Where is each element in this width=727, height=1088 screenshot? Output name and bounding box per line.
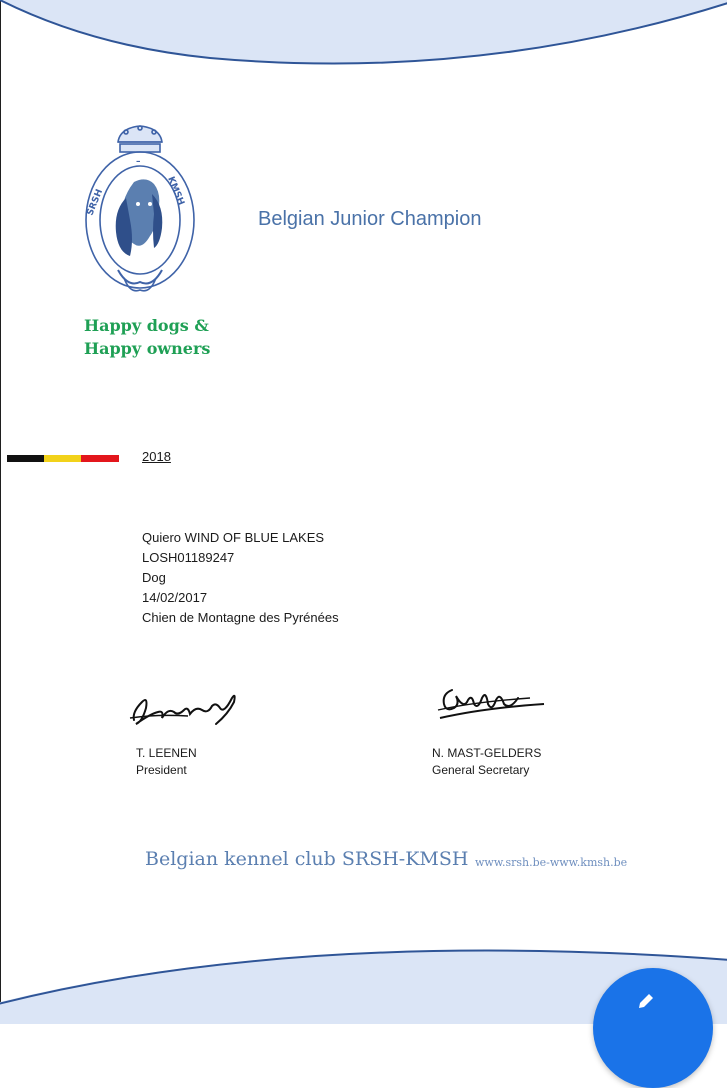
edit-pencil-icon	[635, 990, 657, 1012]
flag-yellow-band	[44, 455, 81, 462]
slogan-line-2: Happy owners	[84, 339, 211, 358]
edit-fab-button[interactable]	[593, 968, 713, 1088]
club-slogan	[84, 314, 210, 360]
signatory-secretary	[432, 745, 541, 779]
svg-text:–: –	[136, 157, 141, 167]
dog-birth-date: 14/02/2017	[142, 590, 208, 605]
footer-club-name: Belgian kennel club SRSH-KMSH	[145, 848, 469, 870]
certificate-title: Belgian Junior Champion	[258, 208, 482, 230]
secretary-signature	[434, 680, 550, 728]
belgian-flag-stripe	[7, 455, 119, 462]
signatory-name: T. LEENEN	[136, 746, 197, 760]
flag-red-band	[81, 455, 119, 462]
signatory-role: General Secretary	[432, 763, 530, 777]
flag-black-band	[7, 455, 44, 462]
dog-breed: Chien de Montagne des Pyrénées	[142, 610, 339, 625]
footer-website[interactable]: www.srsh.be-www.kmsh.be	[475, 856, 628, 869]
club-logo	[80, 120, 200, 300]
signatory-president	[136, 745, 197, 779]
slogan-line-1: Happy dogs &	[84, 316, 209, 335]
svg-text:SRSH: SRSH	[85, 187, 106, 218]
dog-details	[142, 528, 339, 628]
top-wave-decoration	[0, 0, 727, 70]
dog-sex: Dog	[142, 570, 166, 585]
signatory-name: N. MAST-GELDERS	[432, 746, 542, 760]
srsh-kmsh-crest-icon	[80, 120, 200, 300]
page-left-border	[0, 0, 1, 1024]
svg-text:KMSH: KMSH	[165, 175, 186, 207]
dog-registration: LOSH01189247	[142, 550, 235, 565]
certificate-year: 2018	[142, 449, 171, 464]
president-signature	[128, 684, 244, 730]
signatory-role: President	[136, 763, 187, 777]
dog-name: Quiero WIND OF BLUE LAKES	[142, 530, 325, 545]
